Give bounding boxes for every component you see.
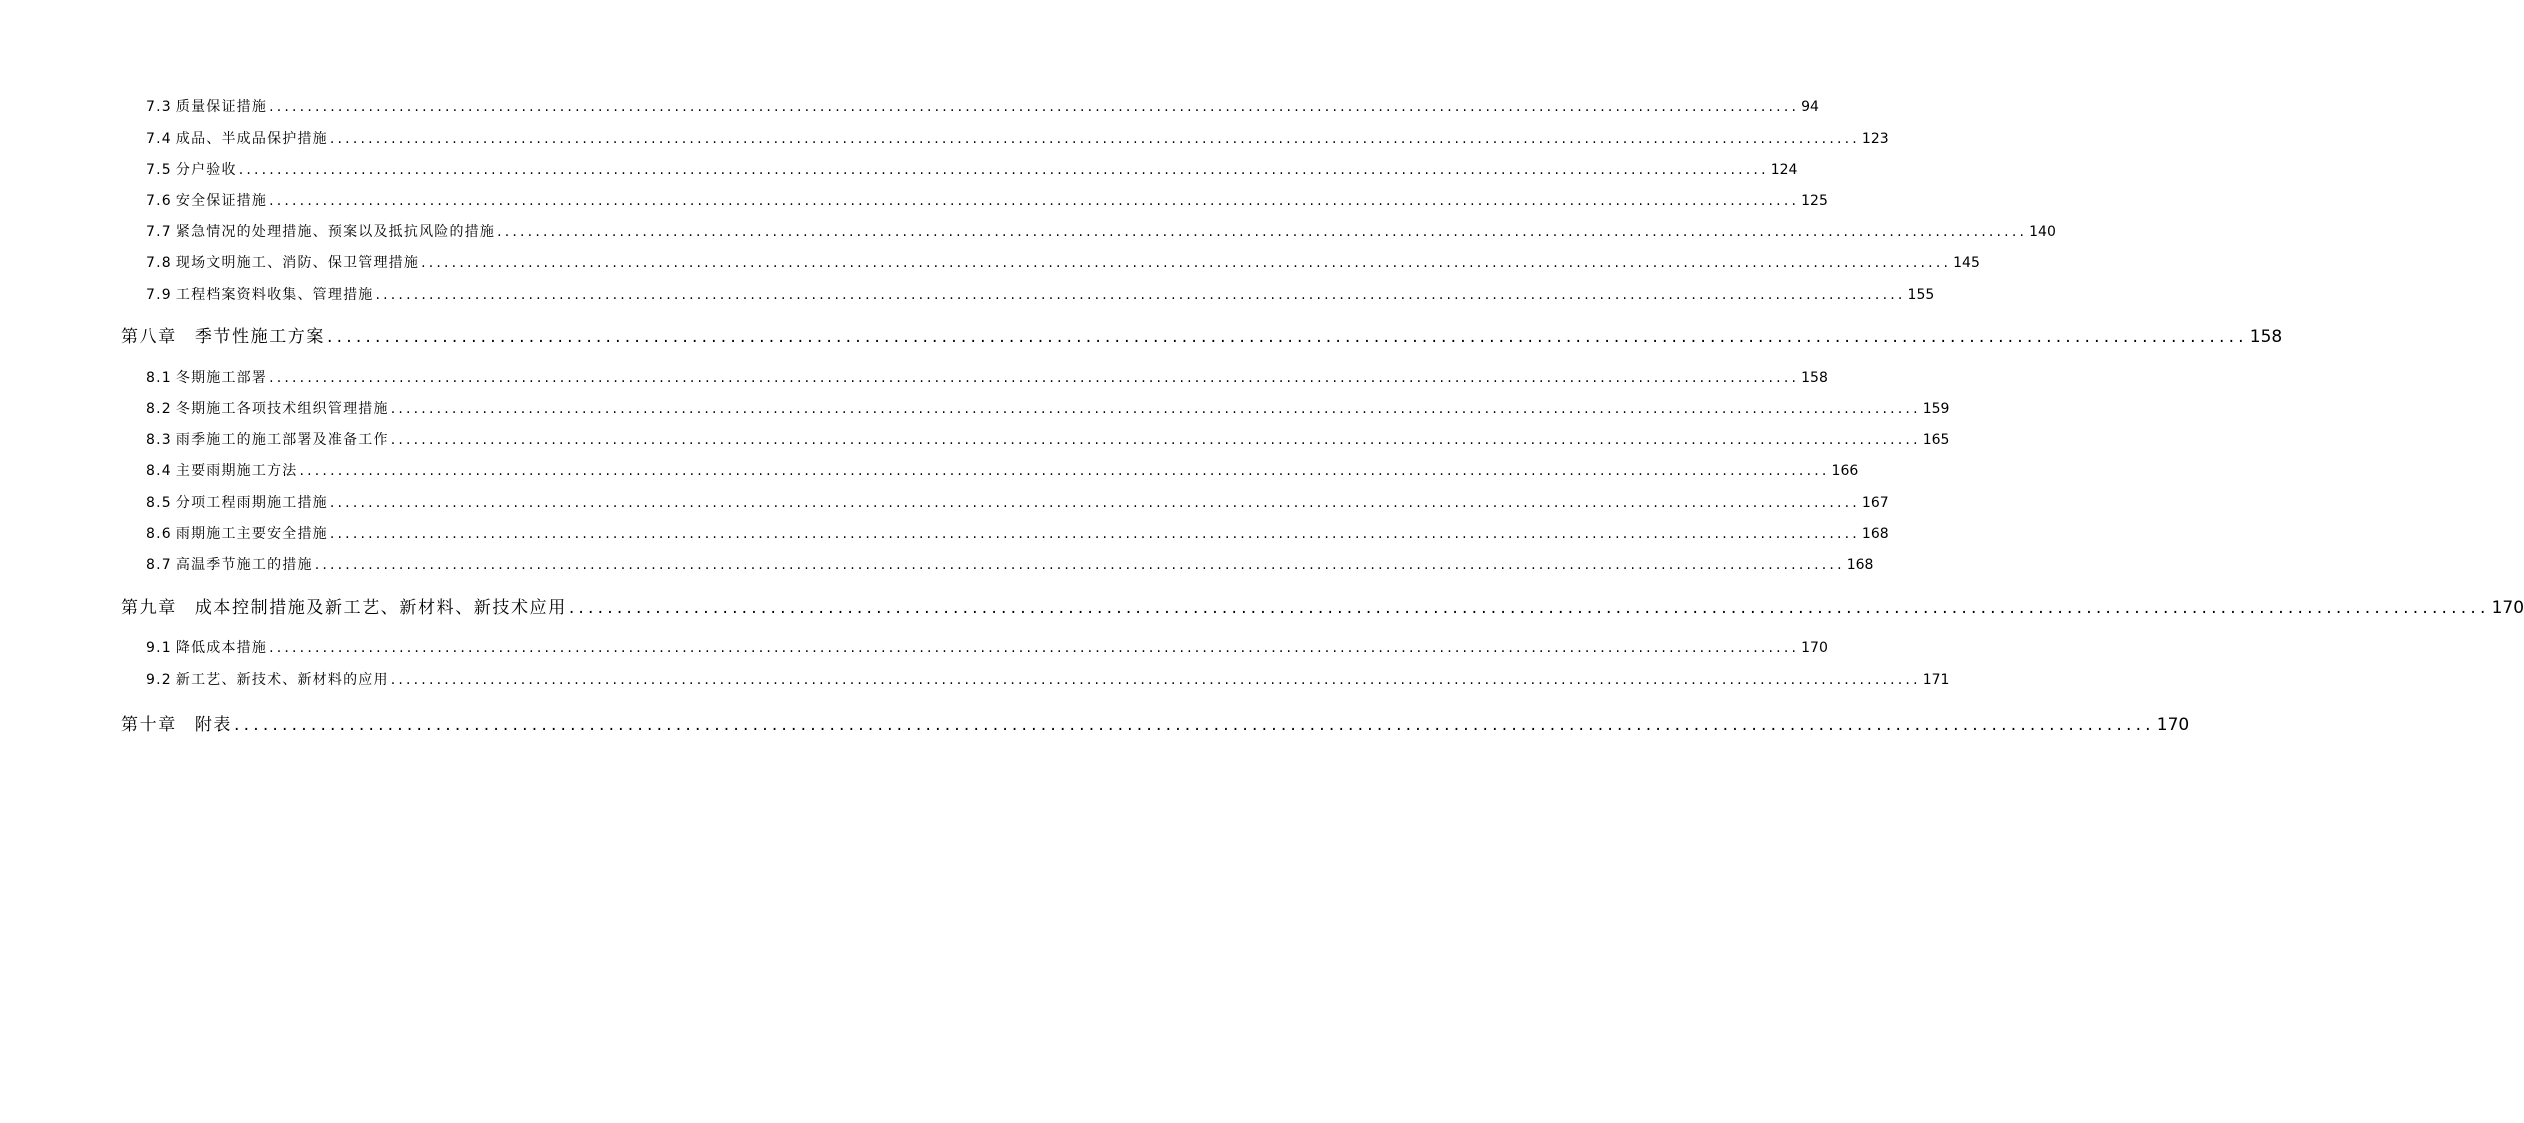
toc-entry-title: 季节性施工方案 xyxy=(194,327,326,347)
toc-page-number: 170 xyxy=(2156,715,2190,735)
toc-entry-title: 现场文明施工、消防、保卫管理措施 xyxy=(175,255,420,271)
toc-entry-number: 第九章 xyxy=(121,598,177,618)
toc-entry-number: 7.3 xyxy=(146,99,172,115)
toc-entry-number: 7.5 xyxy=(146,162,172,178)
dot-leader: ........................................................................................................................................................................................................ xyxy=(327,327,2248,347)
toc-entry-number: 8.1 xyxy=(146,370,172,386)
toc-entry-number: 第八章 xyxy=(121,327,177,347)
toc-entry-number: 7.4 xyxy=(146,131,172,147)
toc-page-number: 94 xyxy=(1801,99,1819,115)
toc-page-number: 171 xyxy=(1922,672,1950,688)
toc-entry-number: 8.4 xyxy=(146,463,172,479)
toc-entry-title: 冬期施工各项技术组织管理措施 xyxy=(175,401,389,417)
toc-page-number: 125 xyxy=(1801,193,1828,209)
toc-section-entry[interactable] xyxy=(146,669,1950,689)
toc-page-number: 170 xyxy=(2491,598,2524,618)
toc-page-number: 168 xyxy=(1846,557,1874,573)
toc-section-entry[interactable] xyxy=(146,128,1889,148)
toc-entry-title: 降低成本措施 xyxy=(175,640,268,656)
toc-page-number: 167 xyxy=(1861,495,1889,511)
dot-leader: ........................................................................................................................................................................................................ xyxy=(269,99,1800,115)
dot-leader: ........................................................................................................................................................................................................ xyxy=(390,432,1921,448)
toc-entry-title: 新工艺、新技术、新材料的应用 xyxy=(175,672,389,688)
dot-leader: ........................................................................................................................................................................................................ xyxy=(269,193,1800,209)
toc-entry-title: 成本控制措施及新工艺、新材料、新技术应用 xyxy=(194,598,567,618)
toc-entry-title: 分项工程雨期施工措施 xyxy=(175,495,328,511)
dot-leader: ........................................................................................................................................................................................................ xyxy=(299,463,1830,479)
toc-page-number: 165 xyxy=(1922,432,1950,448)
dot-leader: ........................................................................................................................................................................................................ xyxy=(238,162,1769,178)
toc-entry-title: 雨季施工的施工部署及准备工作 xyxy=(175,432,389,448)
toc-entry-title: 分户验收 xyxy=(175,162,237,178)
toc-section-entry[interactable] xyxy=(146,190,1828,210)
toc-entry-number: 8.5 xyxy=(146,495,172,511)
toc-entry-title: 安全保证措施 xyxy=(175,193,268,209)
toc-entry-number: 7.7 xyxy=(146,224,172,240)
toc-section-entry[interactable] xyxy=(146,429,1950,449)
toc-section-entry[interactable] xyxy=(146,554,1874,574)
toc-entry-title: 紧急情况的处理措施、预案以及抵抗风险的措施 xyxy=(175,224,496,240)
toc-entry-number: 7.8 xyxy=(146,255,172,271)
toc-section-entry[interactable] xyxy=(146,284,1935,304)
toc-page-number: 159 xyxy=(1922,401,1950,417)
toc-page-number: 123 xyxy=(1861,131,1889,147)
toc-entry-number: 8.3 xyxy=(146,432,172,448)
toc-entry-number: 9.2 xyxy=(146,672,172,688)
toc-entry-number: 8.2 xyxy=(146,401,172,417)
dot-leader: ........................................................................................................................................................................................................ xyxy=(421,255,1952,271)
toc-entry-number: 8.7 xyxy=(146,557,172,573)
toc-page-number: 158 xyxy=(2249,327,2283,347)
toc-page-number: 124 xyxy=(1770,162,1798,178)
dot-leader: ........................................................................................................................................................................................................ xyxy=(390,672,1921,688)
toc-chapter-entry[interactable] xyxy=(121,710,2190,735)
toc-section-entry[interactable] xyxy=(146,523,1889,543)
toc-section-entry[interactable] xyxy=(146,398,1950,418)
dot-leader: ........................................................................................................................................................................................................ xyxy=(390,401,1921,417)
toc-chapter-entry[interactable] xyxy=(121,593,2524,618)
toc-entry-number: 8.6 xyxy=(146,526,172,542)
dot-leader: ........................................................................................................................................................................................................ xyxy=(375,287,1906,303)
toc-page-number: 140 xyxy=(2029,224,2056,240)
toc-page-number: 166 xyxy=(1831,463,1859,479)
toc-section-entry[interactable] xyxy=(146,367,1828,387)
dot-leader: ........................................................................................................................................................................................................ xyxy=(329,131,1860,147)
toc-page-number: 145 xyxy=(1953,255,1980,271)
toc-entry-title: 高温季节施工的措施 xyxy=(175,557,313,573)
toc-page-number: 158 xyxy=(1801,370,1828,386)
toc-chapter-entry[interactable] xyxy=(121,322,2283,347)
dot-leader: ........................................................................................................................................................................................................ xyxy=(234,715,2155,735)
toc-page-number: 155 xyxy=(1907,287,1935,303)
toc-entry-title: 成品、半成品保护措施 xyxy=(175,131,328,147)
toc-section-entry[interactable] xyxy=(146,637,1828,657)
toc-section-entry[interactable] xyxy=(146,221,2056,241)
toc-entry-number: 7.9 xyxy=(146,287,172,303)
toc-entry-number: 7.6 xyxy=(146,193,172,209)
dot-leader: ........................................................................................................................................................................................................ xyxy=(568,598,2490,618)
dot-leader: ........................................................................................................................................................................................................ xyxy=(269,640,1800,656)
toc-entry-title: 质量保证措施 xyxy=(175,99,268,115)
toc-entry-title: 雨期施工主要安全措施 xyxy=(175,526,328,542)
toc-entry-title: 主要雨期施工方法 xyxy=(175,463,298,479)
toc-section-entry[interactable] xyxy=(146,460,1859,480)
toc-entry-title: 工程档案资料收集、管理措施 xyxy=(175,287,374,303)
dot-leader: ........................................................................................................................................................................................................ xyxy=(329,495,1860,511)
toc-entry-number: 第十章 xyxy=(121,715,177,735)
toc-page-number: 168 xyxy=(1861,526,1889,542)
dot-leader: ........................................................................................................................................................................................................ xyxy=(329,526,1860,542)
toc-section-entry[interactable] xyxy=(146,492,1889,512)
toc-page-number: 170 xyxy=(1801,640,1828,656)
dot-leader: ........................................................................................................................................................................................................ xyxy=(497,224,2028,240)
dot-leader: ........................................................................................................................................................................................................ xyxy=(314,557,1845,573)
toc-section-entry[interactable] xyxy=(146,96,1819,116)
toc-section-entry[interactable] xyxy=(146,159,1798,179)
dot-leader: ........................................................................................................................................................................................................ xyxy=(269,370,1800,386)
toc-entry-number: 9.1 xyxy=(146,640,172,656)
toc-entry-title: 附表 xyxy=(194,715,233,735)
toc-section-entry[interactable] xyxy=(146,252,1980,272)
toc-entry-title: 冬期施工部署 xyxy=(175,370,268,386)
